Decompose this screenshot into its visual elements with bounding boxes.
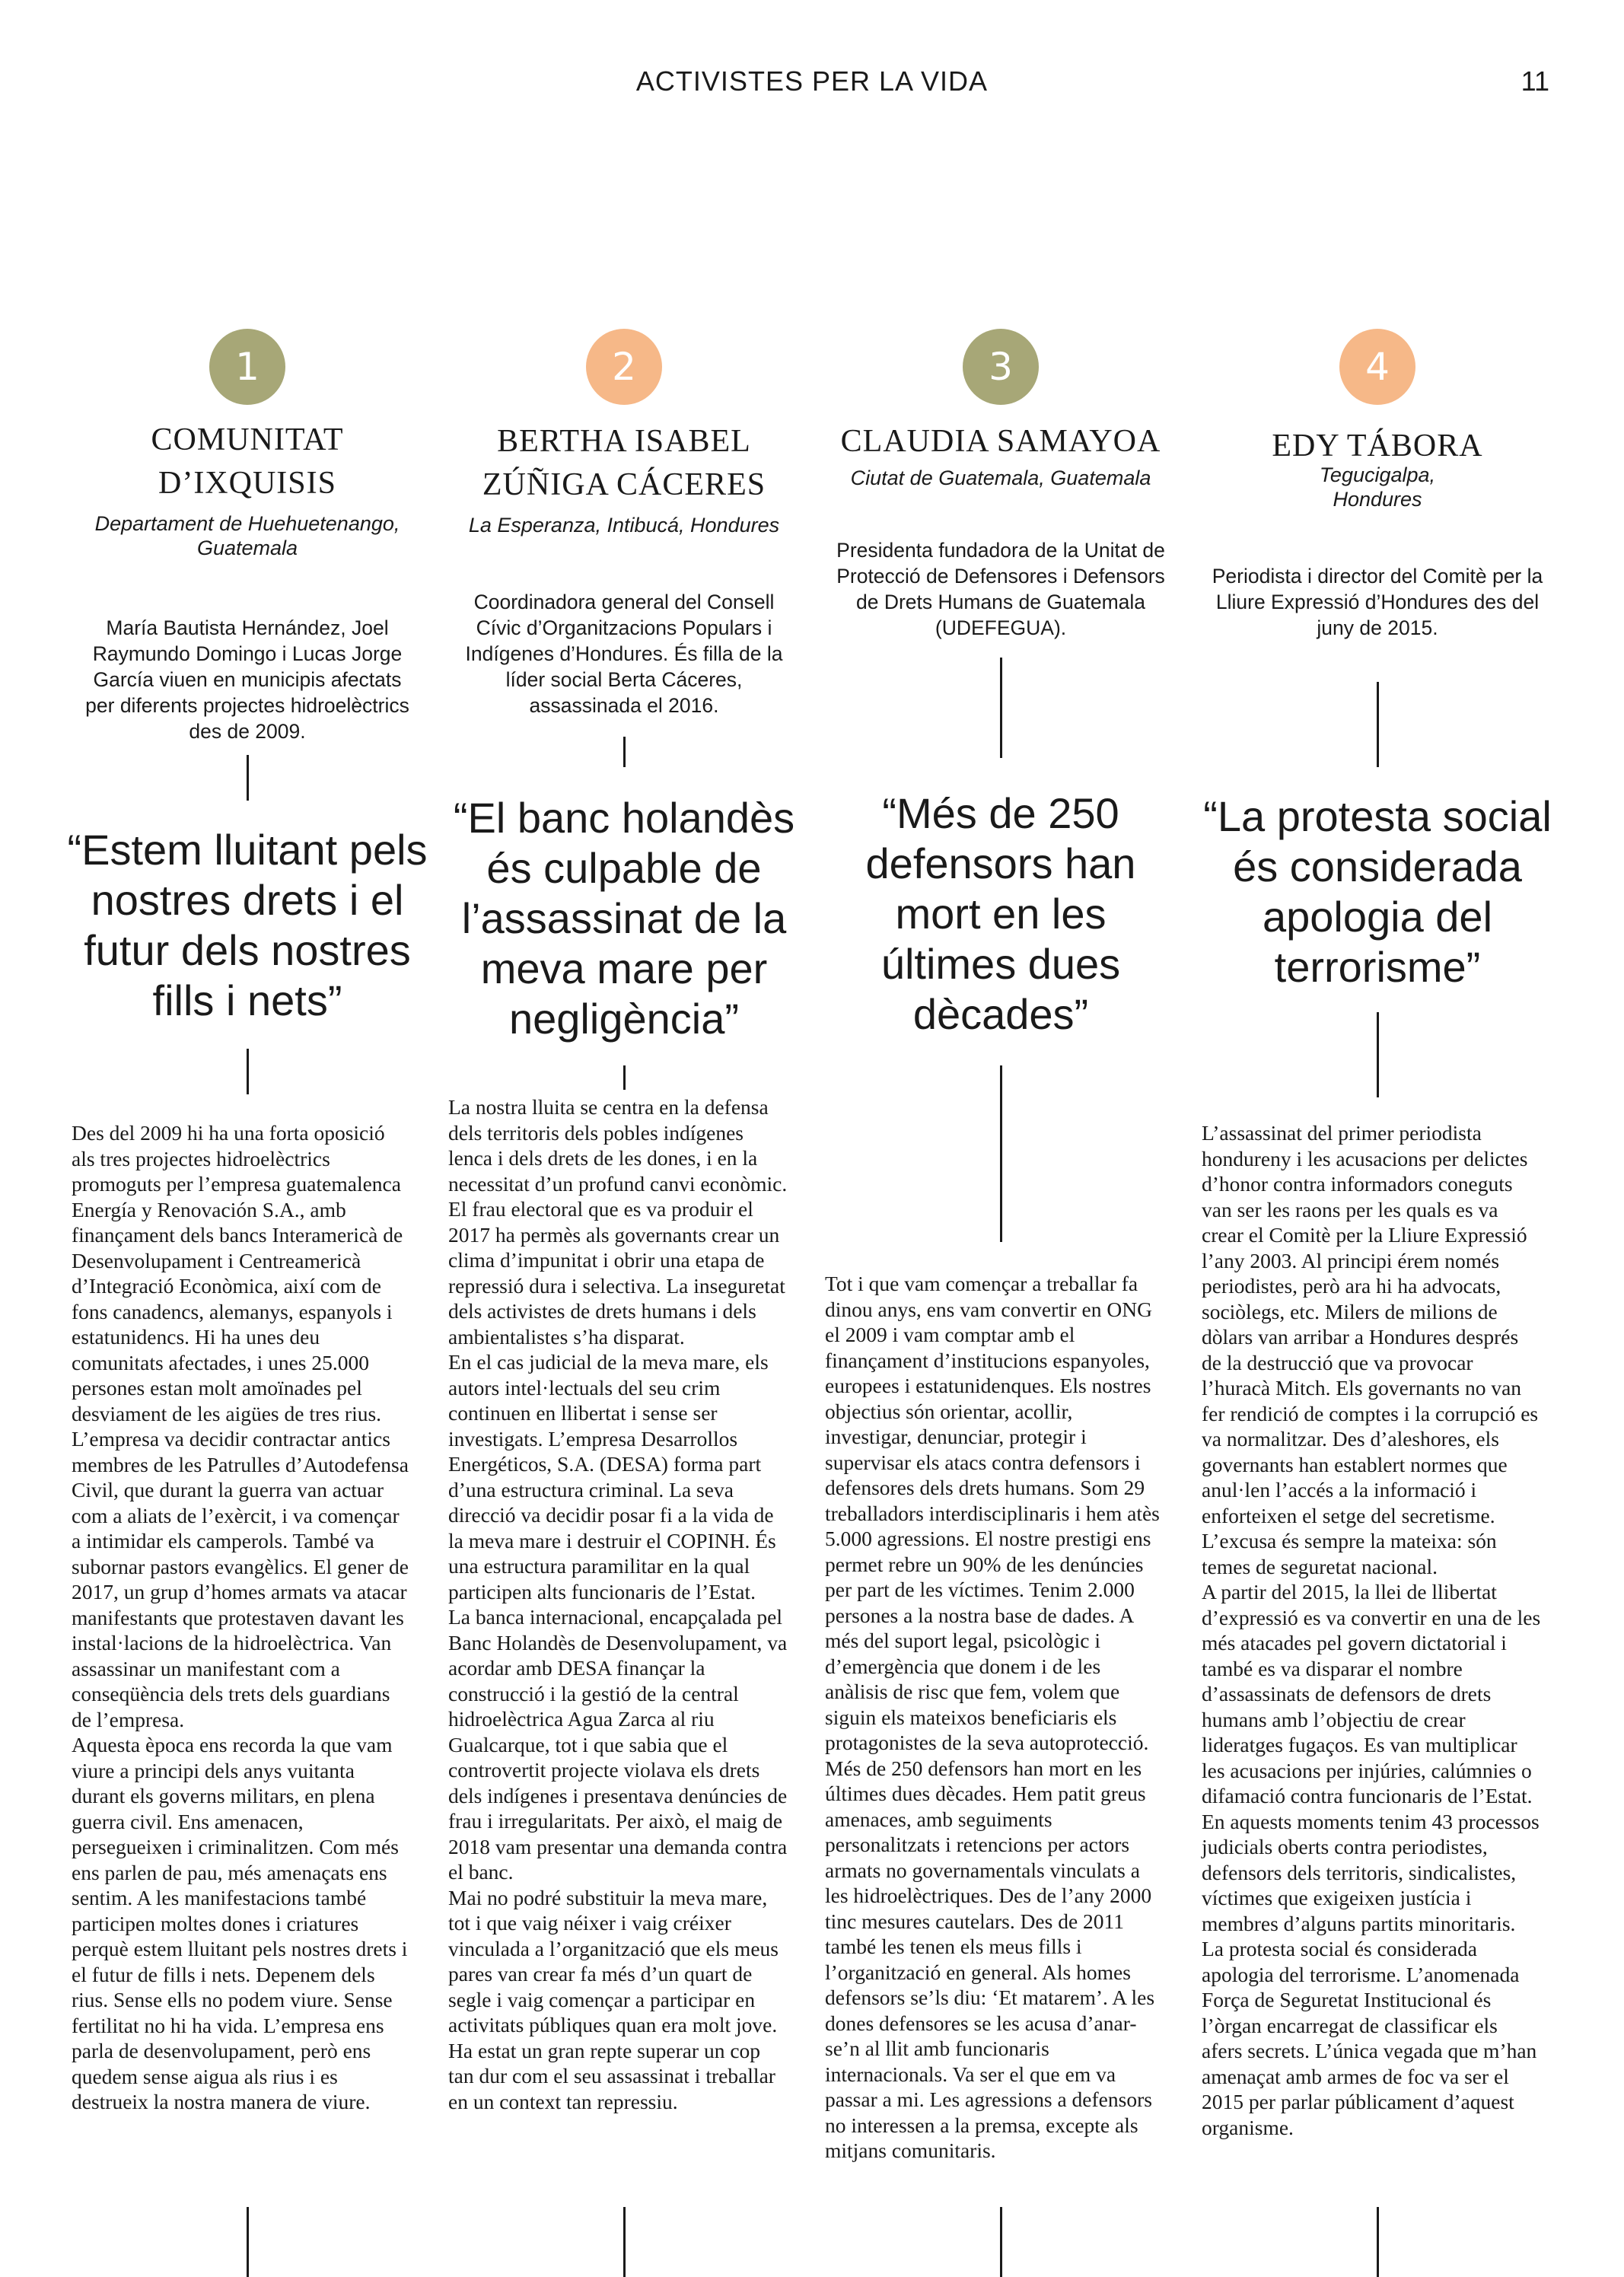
article-body: Des del 2009 hi ha una forta oposició als tres projectes hidroelèctrics promoguts per l’empresa guatemalenca Energía y Renovación S.A., amb finançament dels bancs Interamericà de Desenvolupament i Centreamericà d’Integració Econòmica, així com de fons canadencs, alemanys, espanyols i estatunidencs. Hi ha unes deu comunitats afectades, i unes 25.000 persones estan molt amoïnades pel desviament de les aigües de tres rius. L’empresa va decidir contractar antics membres de les Patrulles d’Autodefensa Civil, que durant la guerra van actuar com a aliats de l’exèrcit, i va començar a intimidar els camperols. També va subornar pastors evangèlics. El gener de 2017, un grup d’homes armats va atacar manifestants que protestaven davant les instal·lacions de la hidroelèctrica. Van assassinar un manifestant com a conseqüència dels trets dels guardians de l’empresa. Aquesta època ens recorda la que vam viure a principi dels anys vuitanta durant els governs militars, en plena guerra civil. Ens amenacen, persegueixen i criminalitzen. Com més ens parlen de pau, més amenaçats ens sentim. A les manifestacions també participen moltes dones i criatures perquè estem lluitant pels nostres drets i el futur de fills i nets. Depenem dels rius. Sense ells no podem viure. Sense fertilitat no hi ha vida. L’empresa ens parla de desenvolupament, però ens quedem sense aigua als rius i es destrueix la nostra manera de viure.	[72, 1121, 409, 2113]
article-body: Tot i que vam començar a treballar fa dinou anys, ens vam convertir en ONG el 2009 i vam comptar amb el finançament d’institucions espanyoles, europees i estatunidenques. Els nostres objectius són orientar, acollir, investigar, denunciar, protegir i supervisar els atacs contra defensors i defensores dels drets humans. Som 29 treballadors interdisciplinaris i hem atès 5.000 agressions. El nostre prestigi ens permet rebre un 90% de les denúncies per part de les víctimes. Tenim 2.000 persones a la nostra base de dades. A més del suport legal, psicològic i d’emergència que donem i de les anàlisis de risc que fem, volem que siguin els mateixos beneficiaris els protagonistes de la seva autoprotecció. Més de 250 defensors han mort en les últimes dues dècades. Hem patit greus amenaces, amb seguiments personalitzats i retencions per actors armats no governamentals vinculats a les hidroelèctriques. Des de l’any 2000 tinc mesures cautelars. Des de 2011 també les tenen els meus fills i l’organització en general. Als homes defensors se’ls diu: ‘Et matarem’. A les dones defensores se les acusa d’anar-se’n al llit amb funcionaris internacionals. Va ser el que em va passar a mi. Les agressions a defensors no interessen a la premsa, excepte als mitjans comunitaris.	[825, 1272, 1160, 2162]
activist-column-1	[68, 0, 426, 2277]
activist-name: EDY TÁBORA	[1272, 428, 1483, 463]
activist-location: Tegucigalpa, Hondures	[1319, 463, 1436, 511]
connector-line	[1000, 658, 1002, 758]
activist-bio: Coordinadora general del Consell Cívic d’Organitzacions Populars i Indígenes d’Hondures. És filla de la líder social Berta Cáceres, assassinada el 2016.	[465, 591, 783, 717]
connector-line	[1000, 1065, 1002, 1242]
number-badge: 4	[1339, 329, 1415, 405]
activist-column-3	[822, 0, 1180, 2277]
article-body: La nostra lluita se centra en la defensa dels territoris dels pobles indígenes lenca i dels drets de les dones, i en la necessitat d’un profund canvi econòmic. El frau electoral que es va produir el 2017 ha permès als governants crear un clima d’impunitat i obrir una etapa de repressió dura i selectiva. La inseguretat dels activistes de drets humans i dels ambientalistes s’ha disparat. En el cas judicial de la meva mare, els autors intel·lectuals del seu crim continuen en llibertat i sense ser investigats. L’empresa Desarrollos Energéticos, S.A. (DESA) forma part d’una estructura criminal. La seva direcció va decidir posar fi a la vida de la meva mare i destruir el COPINH. És una estructura paramilitar en la qual participen alts funcionaris de l’Estat. La banca internacional, encapçalada pel Banc Holandès de Desenvolupament, va acordar amb DESA finançar la construcció i la gestió de la central hidroelèctrica Agua Zarca al riu Gualcarque, tot i que sabia que el controvertit projecte violava els drets dels indígenes i presentava denúncies de frau i irregularitats. Per això, el maig de 2018 vam presentar una demanda contra el banc. Mai no podré substituir la meva mare, tot i que vaig néixer i vaig créixer vinculada a l’organització que els meus pares van crear fa més d’un quart de segle i vaig començar a participar en activitats públiques quan era molt jove. Ha estat un gran repte superar un cop tan dur com el seu assassinat i treballar en un context tan repressiu.	[448, 1095, 788, 2113]
pull-quote: “El banc holandès és culpable de l’assassinat de la meva mare per negligència”	[453, 794, 795, 1043]
number-badge: 3	[963, 329, 1039, 405]
connector-line	[247, 755, 249, 801]
activist-column-4	[1199, 0, 1556, 2277]
activist-location: La Esperanza, Intibucá, Hondures	[468, 514, 780, 537]
activist-name: BERTHA ISABEL ZÚÑIGA CÁCERES	[482, 424, 766, 502]
pull-quote: “Més de 250 defensors han mort en les últimes dues dècades”	[865, 789, 1136, 1038]
connector-line	[1377, 1012, 1379, 1097]
activist-location: Departament de Huehuetenango, Guatemala	[94, 512, 400, 559]
activist-bio: María Bautista Hernández, Joel Raymundo Domingo i Lucas Jorge García viuen en municipis afectats per diferents projectes hidroelèctrics des de 2009.	[85, 616, 409, 743]
connector-line	[623, 2207, 626, 2277]
activist-bio: Periodista i director del Comitè per la Lliure Expressió d’Hondures des del juny de 2015.	[1212, 565, 1543, 639]
page-number: 11	[1521, 65, 1549, 97]
connector-line	[1000, 2207, 1002, 2277]
connector-line	[247, 1049, 249, 1094]
connector-line	[623, 737, 626, 767]
connector-line	[247, 2207, 249, 2277]
number-badge: 1	[209, 329, 285, 405]
connector-line	[1377, 2207, 1379, 2277]
activist-column-2	[445, 0, 803, 2277]
connector-line	[1377, 682, 1379, 767]
running-header: ACTIVISTES PER LA VIDA	[635, 65, 989, 97]
pull-quote: “Estem lluitant pels nostres drets i el futur dels nostres fills i nets”	[67, 826, 428, 1024]
connector-line	[623, 1065, 626, 1090]
activist-location: Ciutat de Guatemala, Guatemala	[850, 467, 1151, 489]
article-body: L’assassinat del primer periodista hondureny i les acusacions per delictes d’honor contra informadors coneguts van ser les raons per les quals es va crear el Comitè per la Lliure Expressió l’any 2003. Al principi érem només periodistes, però ara hi ha advocats, sociòlegs, etc. Milers de milions de dòlars van arribar a Hondures després de la destrucció que va provocar l’huracà Mitch. Els governants no van fer rendició de comptes i la corrupció es va normalitzar. Des d’aleshores, els governants han establert normes que anul·len l’accés a la informació i enforteixen el setge del secretisme. L’excusa és sempre la mateixa: són temes de seguretat nacional. A partir del 2015, la llei de llibertat d’expressió es va convertir en una de les més atacades pel govern dictatorial i també es va disparar el nombre d’assassinats de defensors de drets humans amb l’objectiu de crear lideratges fugaços. Es van multiplicar les acusacions per injúries, calúmnies o difamació contra funcionaris de l’Estat. En aquests moments tenim 43 processos judicials oberts contra periodistes, defensors dels territoris, sindicalistes, víctimes que exigeixen justícia i membres d’alguns partits minoritaris. La protesta social és considerada apologia del terrorisme. L’anomenada Força de Seguretat Institucional és l’òrgan encarregat de classificar els afers secrets. L’única vegada que m’han amenaçat amb armes de foc va ser el 2015 per parlar públicament d’aquest organisme.	[1202, 1121, 1541, 2139]
activist-bio: Presidenta fundadora de la Unitat de Protecció de Defensores i Defensors de Drets Humans de Guatemala (UDEFEGUA).	[836, 539, 1165, 639]
pull-quote: “La protesta social és considerada apologia del terrorisme”	[1203, 792, 1552, 991]
activist-name: CLAUDIA SAMAYOA	[840, 424, 1161, 459]
number-badge: 2	[586, 329, 662, 405]
activist-name: COMUNITAT D’IXQUISIS	[151, 422, 344, 501]
